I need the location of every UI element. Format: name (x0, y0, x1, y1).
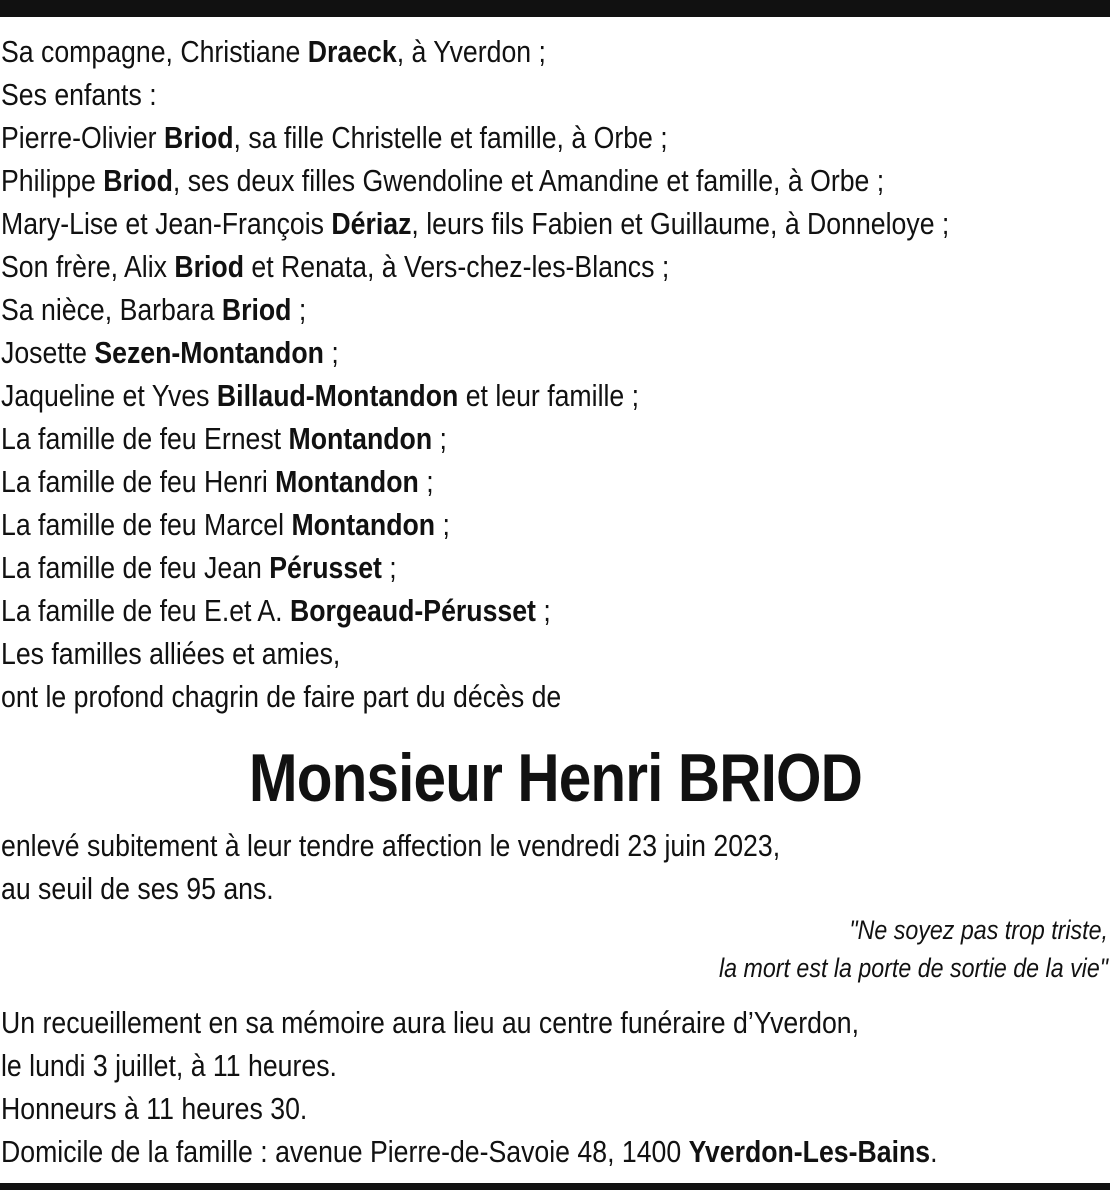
text-line (1, 1087, 954, 1130)
text-segment: Pierre-Olivier (1, 120, 164, 155)
death-announcement (1, 824, 1109, 910)
deceased-name-text: Monsieur Henri BRIOD (248, 740, 862, 816)
text-line (1, 632, 954, 675)
text-line (1, 417, 954, 460)
text-segment: enlevé subitement à leur tendre affection le vendredi 23 juin 2023, (1, 828, 781, 863)
text-line (1, 30, 954, 73)
text-segment: , leurs fils Fabien et Guillaume, à Donneloye ; (411, 206, 950, 241)
text-segment: Sa compagne, Christiane (1, 34, 308, 69)
bold-name: Pérusset (269, 550, 382, 585)
text-segment: ; (291, 292, 307, 327)
text-line (1, 460, 954, 503)
text-segment: ; (432, 421, 447, 456)
top-border-rule (0, 0, 1110, 17)
text-segment: . (930, 1134, 938, 1169)
text-line (1, 1001, 954, 1044)
text-segment: ont le profond chagrin de faire part du décès de (1, 679, 562, 714)
bold-name: Billaud-Montandon (216, 378, 459, 413)
text-line (1, 331, 954, 374)
family-list (1, 30, 1109, 718)
bold-name: Montandon (288, 421, 433, 456)
bold-name: Briod (103, 163, 173, 198)
text-line (1, 1044, 954, 1087)
text-segment: Honneurs à 11 heures 30. (1, 1091, 308, 1126)
text-segment: Les familles alliées et amies, (1, 636, 341, 671)
text-segment: , sa fille Christelle et famille, à Orbe ; (233, 120, 668, 155)
text-segment: Jaqueline et Yves (1, 378, 217, 413)
text-segment: , à Yverdon ; (396, 34, 546, 69)
bold-name: Yverdon-Les-Bains (688, 1134, 931, 1169)
bold-name: Dériaz (331, 206, 412, 241)
text-line (1, 867, 954, 910)
text-line (1, 546, 954, 589)
text-segment: ; (381, 550, 397, 585)
quote-line-2: la mort est la porte de sortie de la vie" (719, 953, 1108, 983)
ceremony-details (1, 1001, 1109, 1173)
text-line (1, 202, 954, 245)
text-segment: Son frère, Alix (1, 249, 175, 284)
quote-line-1: "Ne soyez pas trop triste, (849, 915, 1108, 945)
text-line (1, 503, 954, 546)
text-line (1, 73, 954, 116)
bold-name: Briod (174, 249, 244, 284)
text-line (1, 824, 954, 867)
text-segment: ; (323, 335, 339, 370)
text-segment: Philippe (1, 163, 104, 198)
bottom-border-rule (0, 1183, 1110, 1190)
text-segment: , ses deux filles Gwendoline et Amandine et famille, à Orbe ; (172, 163, 885, 198)
text-segment: Domicile de la famille : avenue Pierre-de-Savoie 48, 1400 (1, 1134, 689, 1169)
text-line (1, 675, 954, 718)
bold-name: Borgeaud-Pérusset (290, 593, 536, 628)
text-segment: Ses enfants : (1, 77, 157, 112)
text-segment: au seuil de ses 95 ans. (1, 871, 274, 906)
text-segment: La famille de feu Jean (1, 550, 270, 585)
bold-name: Draeck (307, 34, 397, 69)
text-segment: ; (535, 593, 551, 628)
text-segment: et Renata, à Vers-chez-les-Blancs ; (243, 249, 670, 284)
text-segment: La famille de feu Marcel (1, 507, 292, 542)
epitaph-quote (408, 911, 1108, 987)
bold-name: Briod (221, 292, 292, 327)
text-segment: Sa nièce, Barbara (1, 292, 222, 327)
text-line (1, 589, 954, 632)
bold-name: Briod (163, 120, 234, 155)
text-segment: le lundi 3 juillet, à 11 heures. (1, 1048, 337, 1083)
text-line (1, 245, 954, 288)
bold-name: Montandon (291, 507, 436, 542)
bold-name: Montandon (275, 464, 419, 499)
text-segment: et leur famille ; (458, 378, 640, 413)
text-segment: Un recueillement en sa mémoire aura lieu au centre funéraire d’Yverdon, (1, 1005, 860, 1040)
text-segment: Mary-Lise et Jean-François (1, 206, 332, 241)
deceased-name (0, 738, 1110, 818)
text-segment: La famille de feu E.et A. (1, 593, 291, 628)
text-segment: ; (435, 507, 450, 542)
text-line (1, 116, 954, 159)
text-segment: La famille de feu Henri (1, 464, 276, 499)
text-line (1, 374, 954, 417)
text-segment: La famille de feu Ernest (1, 421, 289, 456)
text-segment: Josette (1, 335, 95, 370)
text-line (1, 159, 954, 202)
bold-name: Sezen-Montandon (94, 335, 324, 370)
text-line (1, 288, 954, 331)
text-segment: ; (418, 464, 434, 499)
text-line (1, 1130, 954, 1173)
